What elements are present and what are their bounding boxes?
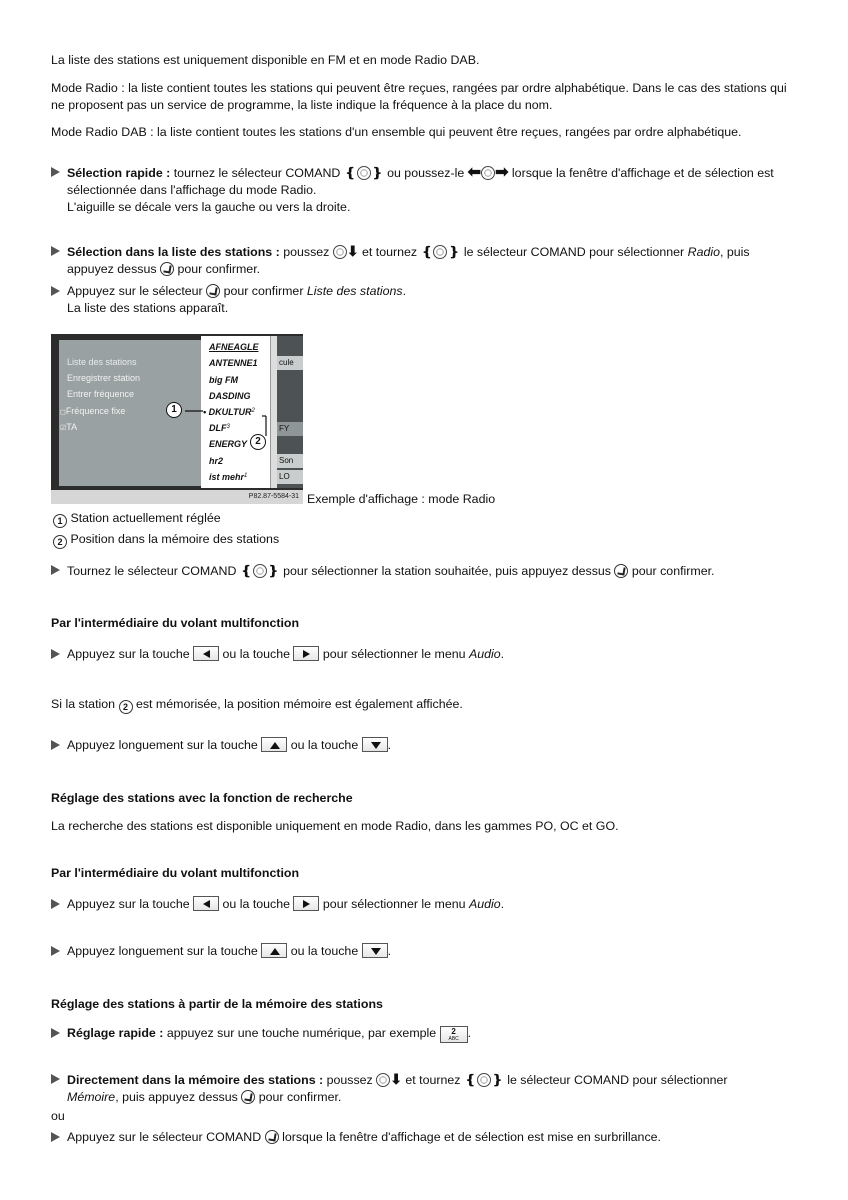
- right-panel-label: cule: [277, 356, 303, 370]
- press-controller-icon: [265, 1130, 279, 1144]
- bullet-arrow-icon: [51, 565, 60, 575]
- rotate-right-icon: ❵: [267, 563, 279, 578]
- slide-left-icon: ⬅: [467, 164, 482, 181]
- rotate-left-icon: ❴: [240, 563, 252, 578]
- bullet-arrow-icon: [51, 1028, 60, 1038]
- bullet-arrow-icon: [51, 167, 60, 177]
- rotate-right-icon: ❵: [371, 165, 383, 180]
- menu-item: Liste des stations: [67, 357, 137, 367]
- comand-controller-icon: [376, 1073, 390, 1087]
- rotate-left-icon: ❴: [464, 1072, 476, 1087]
- section-heading: Réglage des stations à partir de la mémoire des stations: [51, 997, 383, 1011]
- bullet-arrow-icon: [51, 946, 60, 956]
- rotate-left-icon: ❴: [421, 244, 433, 259]
- comand-controller-icon: [253, 564, 267, 578]
- rotate-left-icon: ❴: [344, 165, 356, 180]
- station-item: big FM: [209, 375, 238, 385]
- step-memory-direct: Directement dans la mémoire des stations : poussez ⬇ et tournez ❴ ❵ le sélecteur COMAND pour sélectionner Mémoire, puis appuyez dessus pour confirmer.: [51, 1071, 796, 1106]
- section-heading: Par l'intermédiaire du volant multifonction: [51, 616, 300, 630]
- figure-caption: Exemple d'affichage : mode Radio: [307, 492, 496, 506]
- menu-item: Entrer fréquence: [67, 389, 135, 399]
- step-select-in-list: Sélection dans la liste des stations : poussez ⬇ et tournez ❴ ❵ le sélecteur COMAND pour sélectionner Radio, puis appuyez dessus pour confirmer.: [51, 243, 796, 278]
- radio-display-figure: [51, 334, 303, 504]
- down-key-icon: [362, 943, 388, 958]
- dab-mode-paragraph: Mode Radio DAB : la liste contient toutes les stations d'un ensemble qui peuvent être reçues, rangées par ordre alphabétique.: [51, 125, 742, 139]
- menu-item: ☑TA: [60, 422, 78, 432]
- figure-code: P82.87-5584-31: [51, 490, 303, 504]
- section-heading: Réglage des stations avec la fonction de recherche: [51, 791, 353, 805]
- search-paragraph: La recherche des stations est disponible uniquement en mode Radio, dans les gammes PO, OC et GO.: [51, 819, 619, 833]
- menu-item: Enregistrer station: [67, 373, 141, 383]
- right-panel-label: LO: [277, 470, 303, 484]
- legend-number: 1: [53, 514, 67, 528]
- legend-number: 2: [53, 535, 67, 549]
- step-confirm-station-list: Appuyez sur le sélecteur pour confirmer Liste des stations. La liste des stations apparaît.: [51, 283, 796, 317]
- step-long-press: Appuyez longuement sur la touche ou la touche .: [51, 737, 796, 754]
- or-text: ou: [51, 1109, 65, 1123]
- right-key-icon: [293, 896, 319, 911]
- intro-paragraph: La liste des stations est uniquement disponible en FM et en mode Radio DAB.: [51, 53, 480, 67]
- step-long-press: Appuyez longuement sur la touche ou la touche .: [51, 943, 796, 960]
- section-heading: Par l'intermédiaire du volant multifonction: [51, 866, 300, 880]
- comand-controller-icon: [481, 166, 495, 180]
- slide-down-icon: ⬇: [390, 1071, 402, 1087]
- station-item: DASDING: [209, 391, 251, 401]
- number-key-2-icon: 2 ABC: [440, 1026, 468, 1043]
- display-screen: [51, 334, 303, 490]
- callout-1: 1: [166, 402, 182, 418]
- slide-down-icon: ⬇: [346, 243, 359, 259]
- step-press-controller: Appuyez sur le sélecteur COMAND lorsque la fenêtre d'affichage et de sélection est mise en surbrillance.: [51, 1129, 796, 1146]
- bullet-arrow-icon: [51, 1074, 60, 1084]
- up-key-icon: [261, 737, 287, 752]
- step-turn-controller: Tournez le sélecteur COMAND ❴ ❵ pour sélectionner la station souhaitée, puis appuyez dessus pour confirmer.: [51, 562, 796, 580]
- step-steering-wheel-audio: Appuyez sur la touche ou la touche pour sélectionner le menu Audio.: [51, 646, 796, 663]
- bullet-arrow-icon: [51, 649, 60, 659]
- station-item: ANTENNE1: [209, 358, 258, 368]
- left-key-icon: [193, 896, 219, 911]
- comand-controller-icon: [333, 245, 347, 259]
- press-controller-icon: [160, 262, 174, 276]
- comand-controller-icon: [357, 166, 371, 180]
- station-item-current: • DKULTUR$^2$: [203, 407, 255, 417]
- bullet-arrow-icon: [51, 1132, 60, 1142]
- up-key-icon: [261, 943, 287, 958]
- press-controller-icon: [206, 284, 220, 298]
- legend-number: 2: [119, 700, 133, 714]
- menu-item: ◻Fréquence fixe: [60, 406, 126, 416]
- station-item: hr2: [209, 456, 224, 466]
- right-key-icon: [293, 646, 319, 661]
- bullet-arrow-icon: [51, 740, 60, 750]
- bullet-arrow-icon: [51, 246, 60, 256]
- memory-note: Si la station 2 est mémorisée, la position mémoire est également affichée.: [51, 697, 463, 712]
- step-quick-tuning: Réglage rapide : appuyez sur une touche numérique, par exemple 2 ABC .: [51, 1025, 796, 1043]
- station-item: ist mehr$^1$: [209, 472, 248, 482]
- press-controller-icon: [241, 1090, 255, 1104]
- bullet-arrow-icon: [51, 286, 60, 296]
- station-item: ENERGY: [209, 439, 248, 449]
- left-key-icon: [193, 646, 219, 661]
- bullet-arrow-icon: [51, 899, 60, 909]
- radio-mode-paragraph: Mode Radio : la liste contient toutes les stations qui peuvent être reçues, rangées par ordre alphabétique. Dans le cas des stations qui ne proposent pas un service de programme, la liste indique la fréquence à la place du nom.: [51, 81, 787, 112]
- rotate-right-icon: ❵: [448, 244, 460, 259]
- down-key-icon: [362, 737, 388, 752]
- right-panel-label: FY: [277, 422, 303, 436]
- legend-item-1: 1 Station actuellement réglée: [53, 510, 798, 528]
- station-item: AFNEAGLE: [209, 342, 259, 352]
- slide-right-icon: ➡: [495, 164, 509, 181]
- callout-2: 2: [250, 434, 266, 450]
- legend-item-2: 2 Position dans la mémoire des stations: [53, 531, 798, 549]
- station-item: DLF$^3$: [209, 423, 230, 433]
- comand-controller-icon: [477, 1073, 491, 1087]
- right-panel-label: Son: [277, 454, 303, 468]
- press-controller-icon: [614, 564, 628, 578]
- step-quick-selection: Sélection rapide : tournez le sélecteur COMAND ❴ ❵ ou poussez-le ⬅ ➡ lorsque la fenêtre d'affichage et de sélection est sélectionnée dans l'affichage du mode Radio. L'aiguille se décale vers la gauche ou vers la droite.: [51, 164, 796, 216]
- rotate-right-icon: ❵: [491, 1072, 503, 1087]
- comand-controller-icon: [433, 245, 447, 259]
- step-steering-wheel-audio: Appuyez sur la touche ou la touche pour sélectionner le menu Audio.: [51, 896, 796, 913]
